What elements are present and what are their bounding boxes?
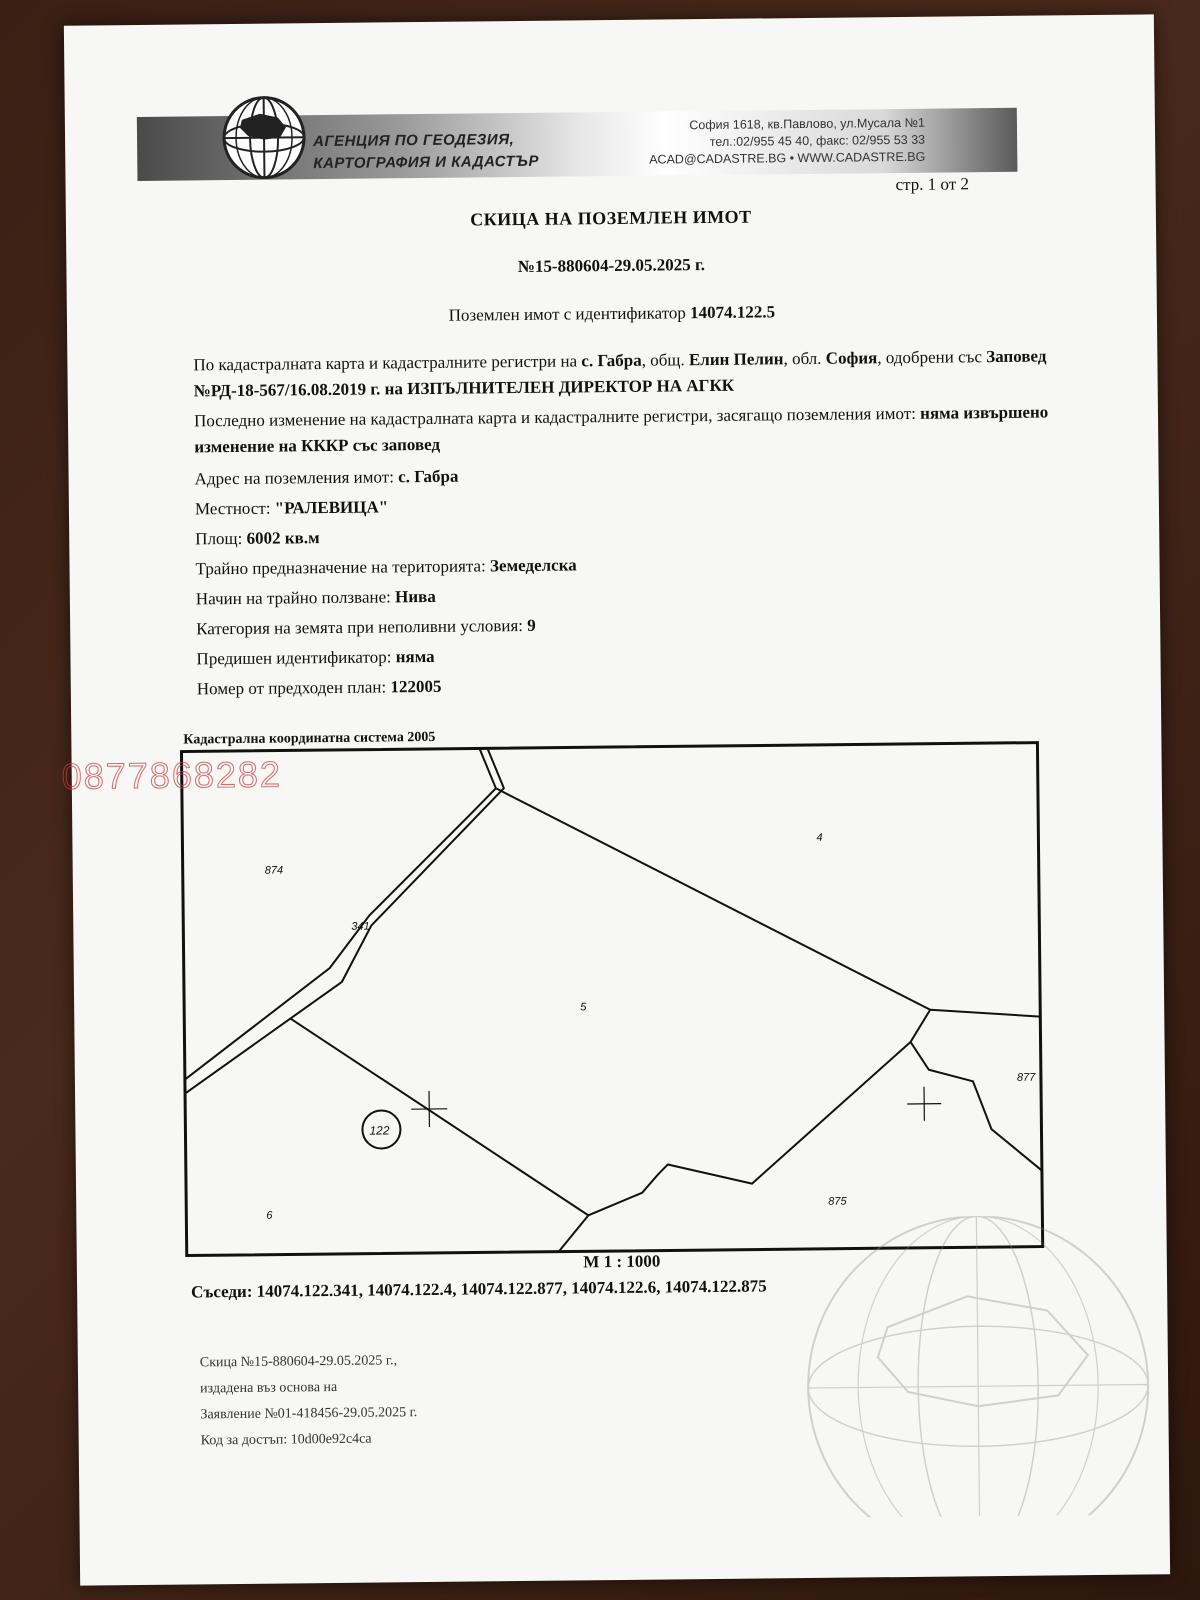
- order-reference: Заповед №РД-18-567/16.08.2019 г. на ИЗПЪЛНИТЕЛЕН ДИРЕКТОР НА АГКК: [193, 346, 1047, 401]
- road-341-right-edge: [181, 748, 507, 1093]
- document-number: №15-880604-29.05.2025 г.: [517, 255, 706, 277]
- last-change-value: няма извършено изменение на КККР със заповед: [194, 402, 1049, 457]
- category-value: 9: [527, 615, 536, 635]
- page-number: стр. 1 от 2: [895, 174, 970, 195]
- grid-cross-left: [411, 1091, 447, 1127]
- area-label: Площ:: [195, 528, 247, 549]
- village-name: с. Габра: [581, 350, 642, 371]
- access-code-label: Код за достъп:: [200, 1432, 291, 1449]
- purpose-label: Трайно предназначение на територията:: [195, 556, 491, 579]
- registry-text-g: , одобрени със: [877, 347, 987, 368]
- contact-web: ACAD@CADASTRE.BG • WWW.CADASTRE.BG: [649, 149, 926, 167]
- parcel-label-877: 877: [1016, 1071, 1036, 1084]
- boundary-875-6: [558, 1215, 588, 1251]
- footer-application: Заявление №01-418456-29.05.2025 г.: [200, 1405, 418, 1423]
- locality-value: "РАЛЕВИЦА": [274, 497, 389, 518]
- address-value: с. Габра: [398, 466, 459, 487]
- registry-text-e: , обл.: [783, 348, 826, 369]
- identifier-value: 14074.122.5: [689, 302, 776, 323]
- property-identifier: [67, 298, 1157, 329]
- access-code-value: 10d00e92c4ca: [290, 1431, 372, 1448]
- parcel-label-341: 341: [351, 920, 370, 933]
- parcel-label-4: 4: [816, 831, 823, 844]
- usage-label: Начин на трайно ползване:: [195, 587, 396, 609]
- property-details: [193, 343, 1077, 704]
- parcel-label-6: 6: [266, 1209, 273, 1222]
- map-scale: М 1 : 1000: [583, 1251, 661, 1272]
- footer-access-code: [201, 1426, 418, 1454]
- stamp-watermark-icon: [776, 1214, 1159, 1518]
- last-change-paragraph: [194, 399, 1074, 460]
- prev-id-value: няма: [395, 646, 435, 667]
- identifier-label: Поземлен имот с идентификатор: [448, 303, 691, 325]
- block-label-122: 122: [369, 1123, 390, 1138]
- municipality-name: Елин Пелин: [688, 349, 784, 370]
- cadastral-map: [179, 741, 1044, 1258]
- agency-name-line1: АГЕНЦИЯ ПО ГЕОДЕЗИЯ,: [313, 131, 515, 151]
- boundary-877-875: [911, 1041, 1042, 1172]
- registry-text-a: По кадастралната карта и кадастралните регистри на: [193, 351, 582, 375]
- locality-label: Местност:: [194, 498, 275, 519]
- region-name: София: [825, 348, 878, 368]
- prev-id-label: Предишен идентификатор:: [196, 647, 396, 669]
- document-title: СКИЦА НА ПОЗЕМЛЕН ИМОТ: [470, 206, 752, 230]
- contact-phone-fax: тел.:02/955 45 40, факс: 02/955 53 33: [709, 132, 926, 149]
- agency-name-line2: КАРТОГРАФИЯ И КАДАСТЪР: [313, 152, 540, 173]
- contact-address: София 1618, кв.Павлово, ул.Мусала №1: [689, 115, 925, 133]
- footer-issued-basis: издадена въз основа на: [200, 1379, 338, 1397]
- phone-watermark: 0877868282: [61, 753, 283, 797]
- boundary-4-877: [930, 1009, 1040, 1018]
- parcel-label-5: 5: [580, 1001, 587, 1014]
- registry-text-c: , общ.: [641, 350, 690, 370]
- agency-name: [313, 128, 593, 175]
- purpose-value: Земеделска: [489, 555, 577, 576]
- road-341-left-edge: [181, 748, 498, 1079]
- document-page: [61, 14, 1170, 1585]
- parcel-5-boundary: [288, 784, 932, 1219]
- prev-plan-value: 122005: [390, 676, 442, 697]
- category-label: Категория на земята при неполивни условия:: [196, 615, 528, 639]
- usage-value: Нива: [394, 586, 436, 607]
- neighbors-value: 14074.122.341, 14074.122.4, 14074.122.877, 14074.122.6, 14074.122.875: [256, 1276, 767, 1301]
- address-label: Адрес на поземления имот:: [194, 467, 399, 489]
- issuance-info: [200, 1348, 418, 1454]
- parcel-label-874: 874: [264, 864, 284, 877]
- parcel-label-875: 875: [828, 1195, 847, 1208]
- agency-contacts: [625, 115, 926, 169]
- area-value: 6002 кв.м: [246, 528, 320, 548]
- last-change-label: Последно изменение на кадастралната карта и кадастралните регистри, засягащо поземления имот:: [193, 403, 921, 431]
- neighbors-row: [191, 1276, 767, 1302]
- grid-cross-right: [907, 1087, 941, 1121]
- agency-logo-icon: [220, 93, 309, 182]
- footer-sketch-number: Скица №15-880604-29.05.2025 г.,: [199, 1353, 398, 1371]
- coordinate-system-label: Кадастрална координатна система 2005: [183, 729, 436, 748]
- prev-plan-label: Номер от предходен план:: [196, 677, 391, 699]
- neighbors-label: Съседи:: [191, 1281, 257, 1302]
- registry-paragraph: [193, 343, 1073, 404]
